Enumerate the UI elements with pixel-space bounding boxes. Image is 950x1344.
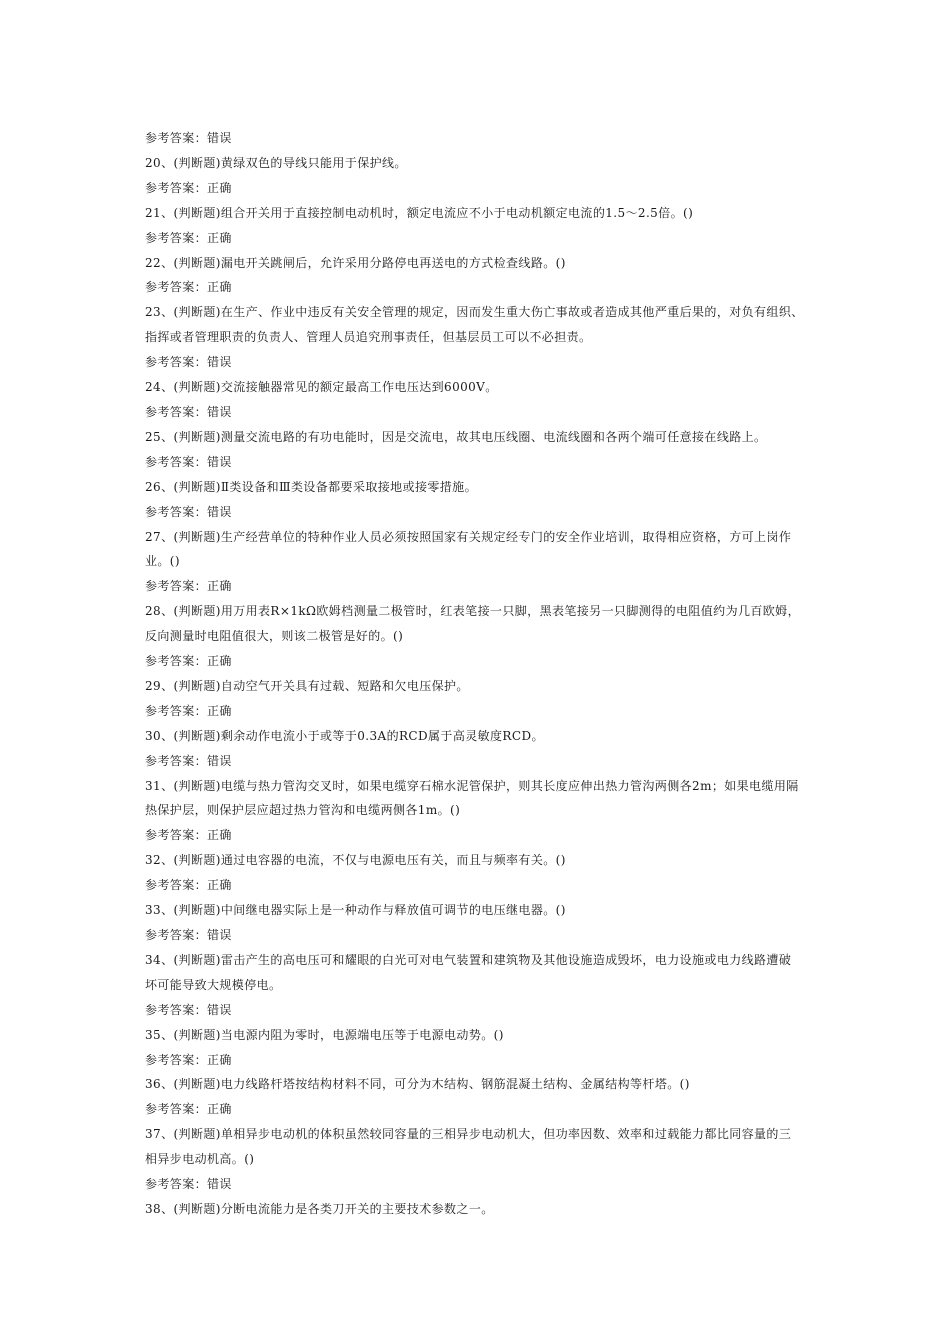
text-line: 34、(判断题)雷击产生的高电压可和耀眼的白光可对电气装置和建筑物及其他设施造成毁坏，电力设施或电力线路遭破 bbox=[145, 952, 792, 967]
text-line: 参考答案：正确 bbox=[145, 579, 232, 594]
text-line: 参考答案：错误 bbox=[145, 753, 232, 768]
text-line: 38、(判断题)分断电流能力是各类刀开关的主要技术参数之一。 bbox=[145, 1201, 494, 1216]
text-line: 相异步电动机高。() bbox=[145, 1152, 255, 1167]
text-line: 参考答案：错误 bbox=[145, 928, 232, 942]
text-line: 33、(判断题)中间继电器实际上是一种动作与释放值可调节的电压继电器。() bbox=[145, 903, 566, 918]
text-line: 27、(判断题)生产经营单位的特种作业人员必须按照国家有关规定经专门的安全作业培训，取得相应资格，方可上岗作 bbox=[145, 529, 792, 544]
text-line: 参考答案：错误 bbox=[145, 355, 232, 370]
text-line: 参考答案：正确 bbox=[145, 1052, 232, 1067]
text-line: 参考答案：正确 bbox=[145, 654, 232, 669]
text-line: 参考答案：错误 bbox=[145, 504, 232, 519]
text-line: 参考答案：正确 bbox=[145, 230, 232, 245]
text-line: 22、(判断题)漏电开关跳闸后，允许采用分路停电再送电的方式检查线路。() bbox=[145, 255, 566, 270]
text-line: 热保护层，则保护层应超过热力管沟和电缆两侧各1m。() bbox=[145, 803, 461, 818]
text-line: 参考答案：错误 bbox=[145, 404, 232, 419]
text-line: 31、(判断题)电缆与热力管沟交叉时，如果电缆穿石棉水泥管保护，则其长度应伸出热力管沟两侧各2m；如果电缆用隔 bbox=[145, 778, 799, 793]
text-line: 35、(判断题)当电源内阻为零时，电源端电压等于电源电动势。() bbox=[145, 1027, 504, 1042]
text-line: 参考答案：错误 bbox=[145, 131, 232, 145]
text-line: 坏可能导致大规模停电。 bbox=[145, 977, 282, 992]
text-line: 28、(判断题)用万用表R×1kΩ欧姆档测量二极管时，红表笔接一只脚，黑表笔接另一只脚测得的电阻值约为几百欧姆， bbox=[145, 604, 800, 619]
text-line: 参考答案：正确 bbox=[145, 1102, 232, 1117]
document-page bbox=[145, 126, 825, 1222]
text-line: 参考答案：错误 bbox=[145, 1177, 232, 1192]
text-line: 30、(判断题)剩余动作电流小于或等于0.3A的RCD属于高灵敏度RCD。 bbox=[145, 728, 544, 743]
text-line: 参考答案：错误 bbox=[145, 1002, 232, 1017]
text-line: 参考答案：正确 bbox=[145, 703, 232, 718]
text-line: 37、(判断题)单相异步电动机的体积虽然较同容量的三相异步电动机大，但功率因数、效率和过载能力都比同容量的三 bbox=[145, 1127, 792, 1142]
text-line: 20、(判断题)黄绿双色的导线只能用于保护线。 bbox=[145, 155, 407, 170]
text-line: 25、(判断题)测量交流电路的有功电能时，因是交流电，故其电压线圈、电流线圈和各两个端可任意接在线路上。 bbox=[145, 429, 767, 444]
text-line: 29、(判断题)自动空气开关具有过载、短路和欠电压保护。 bbox=[145, 678, 469, 693]
text-line: 26、(判断题)Ⅱ类设备和Ⅲ类设备都要采取接地或接零措施。 bbox=[145, 479, 477, 494]
text-line: 反向测量时电阻值很大，则该二极管是好的。() bbox=[145, 629, 404, 644]
text-line: 参考答案：正确 bbox=[145, 280, 232, 295]
text-line: 36、(判断题)电力线路杆塔按结构材料不同，可分为木结构、钢筋混凝土结构、金属结构等杆塔。() bbox=[145, 1077, 690, 1092]
text-line: 21、(判断题)组合开关用于直接控制电动机时，额定电流应不小于电动机额定电流的1.5～2.5倍。() bbox=[145, 205, 694, 220]
text-line: 参考答案：正确 bbox=[145, 878, 232, 893]
text-line: 业。() bbox=[145, 554, 180, 569]
text-line: 参考答案：错误 bbox=[145, 454, 232, 469]
text-line: 参考答案：正确 bbox=[145, 180, 232, 195]
text-line: 23、(判断题)在生产、作业中违反有关安全管理的规定，因而发生重大伤亡事故或者造成其他严重后果的，对负有组织、 bbox=[145, 305, 804, 320]
text-line: 32、(判断题)通过电容器的电流，不仅与电源电压有关，而且与频率有关。() bbox=[145, 853, 566, 868]
text-line: 参考答案：正确 bbox=[145, 828, 232, 843]
text-line: 24、(判断题)交流接触器常见的额定最高工作电压达到6000V。 bbox=[145, 380, 498, 395]
text-line: 指挥或者管理职责的负责人、管理人员追究刑事责任，但基层员工可以不必担责。 bbox=[145, 330, 592, 345]
